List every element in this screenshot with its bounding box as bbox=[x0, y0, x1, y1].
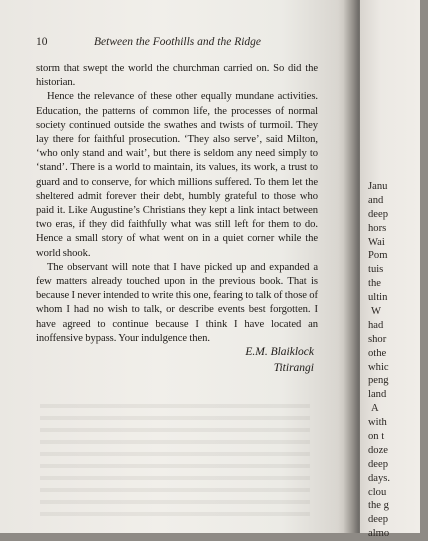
facing-page-line: land bbox=[368, 389, 387, 401]
facing-page-line: clou bbox=[368, 486, 387, 498]
author-name: E.M. Blaiklock bbox=[245, 346, 314, 358]
page-header bbox=[36, 36, 326, 52]
facing-page-line: with bbox=[368, 417, 387, 429]
paragraph: storm that swept the world the churchman carried on. So did the historian. bbox=[36, 63, 318, 89]
facing-page-line: had bbox=[368, 319, 384, 331]
facing-page-line: deep bbox=[368, 514, 388, 526]
author-place: Titirangi bbox=[273, 362, 314, 374]
facing-page-line: almo bbox=[368, 528, 390, 540]
facing-page-line: days. bbox=[368, 472, 391, 484]
facing-page-text bbox=[368, 180, 428, 541]
facing-page-line: othe bbox=[368, 347, 387, 359]
facing-page-line: the g bbox=[368, 500, 389, 512]
signature-block bbox=[245, 344, 314, 376]
page-number: 10 bbox=[36, 36, 48, 48]
facing-page-line: and bbox=[368, 194, 384, 206]
facing-page-line: whic bbox=[368, 361, 389, 373]
facing-page-line: Pom bbox=[368, 250, 388, 262]
body-text bbox=[36, 62, 318, 346]
facing-page-line: ultin bbox=[368, 292, 388, 304]
facing-page bbox=[360, 0, 420, 540]
facing-page-line: W bbox=[371, 306, 381, 318]
facing-page-line: Janu bbox=[368, 181, 388, 192]
facing-page-line: hors bbox=[368, 222, 387, 234]
reverse-print-show-through bbox=[40, 396, 310, 516]
paragraph: The observant will note that I have picked up and expanded a few matters already touched upon in the previous book. That is because I never intended to write this one, fearing to talk of those of whom I had no wish to talk, or describe events best forgotten. I have agreed to continue because I think I have located an inoffensive bypass. Your indulgence then. bbox=[36, 261, 318, 344]
facing-page-line: tuis bbox=[368, 264, 384, 276]
running-head: Between the Foothills and the Ridge bbox=[94, 36, 262, 48]
facing-page-line: A bbox=[371, 403, 379, 415]
facing-page-line: shor bbox=[368, 333, 387, 345]
paragraph: Hence the relevance of these other equally mundane activities. Education, the patterns of common life, the processes of normal society continued outside the swathes and twists of turmoil. They lay there for faithful prosecution. ‘They also serve’, said Milton, ‘who only stand and wait’, but there is seldom any need simply to ‘stand’. There is a world to maintain, its values, its work, a trust to guard and to conserve, for which millions suffered. To them let the sheltered admit forever their debt, humbly grateful to those who paid it. Like Augustine’s Christians they kept a link intact between two eras, if they did faithfully what was still left for them to do. Hence a small story of what went on in a quiet corner while the world shook. bbox=[36, 91, 318, 259]
facing-page-line: on t bbox=[368, 431, 385, 443]
facing-page-line: deep bbox=[368, 208, 388, 220]
facing-page-line: Wai bbox=[368, 236, 385, 248]
facing-page-line: the bbox=[368, 278, 381, 290]
facing-page-line: peng bbox=[368, 375, 389, 387]
facing-page-line: deep bbox=[368, 458, 388, 470]
facing-page-line: doze bbox=[368, 444, 388, 456]
